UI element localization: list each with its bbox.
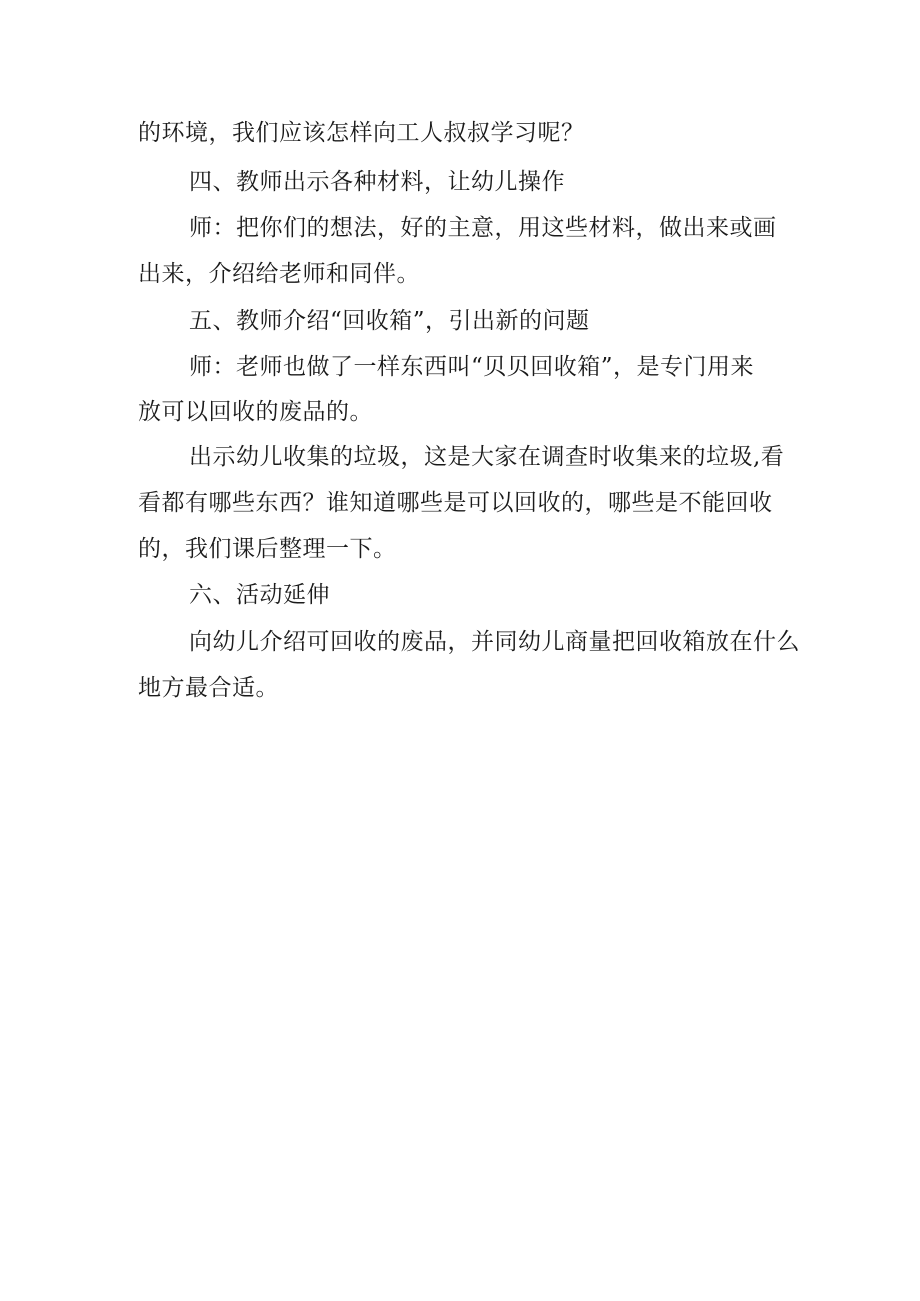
paragraph-line: 的，我们课后整理一下。: [138, 536, 397, 562]
paragraph-line: 向幼儿介绍可回收的废品，并同幼儿商量把回收箱放在什么: [189, 629, 800, 655]
paragraph-line: 地方最合适。: [138, 675, 279, 701]
paragraph-line: 的环境，我们应该怎样向工人叔叔学习呢？: [138, 120, 585, 146]
section-heading-five: 五、教师介绍“回收箱”，引出新的问题: [189, 308, 590, 334]
section-heading-four: 四、教师出示各种材料，让幼儿操作: [189, 169, 565, 195]
paragraph-line: 师：把你们的想法，好的主意，用这些材料，做出来或画: [189, 215, 777, 241]
paragraph-line: 师：老师也做了一样东西叫“贝贝回收箱”，是专门用来: [189, 354, 755, 380]
section-heading-six: 六、活动延伸: [189, 582, 330, 608]
paragraph-line: 出来，介绍给老师和同伴。: [138, 261, 420, 287]
paragraph-line: 出示幼儿收集的垃圾，这是大家在调查时收集来的垃圾,看: [189, 444, 785, 470]
paragraph-line: 看都有哪些东西？谁知道哪些是可以回收的，哪些是不能回收: [138, 490, 773, 516]
paragraph-line: 放可以回收的废品的。: [138, 399, 373, 425]
